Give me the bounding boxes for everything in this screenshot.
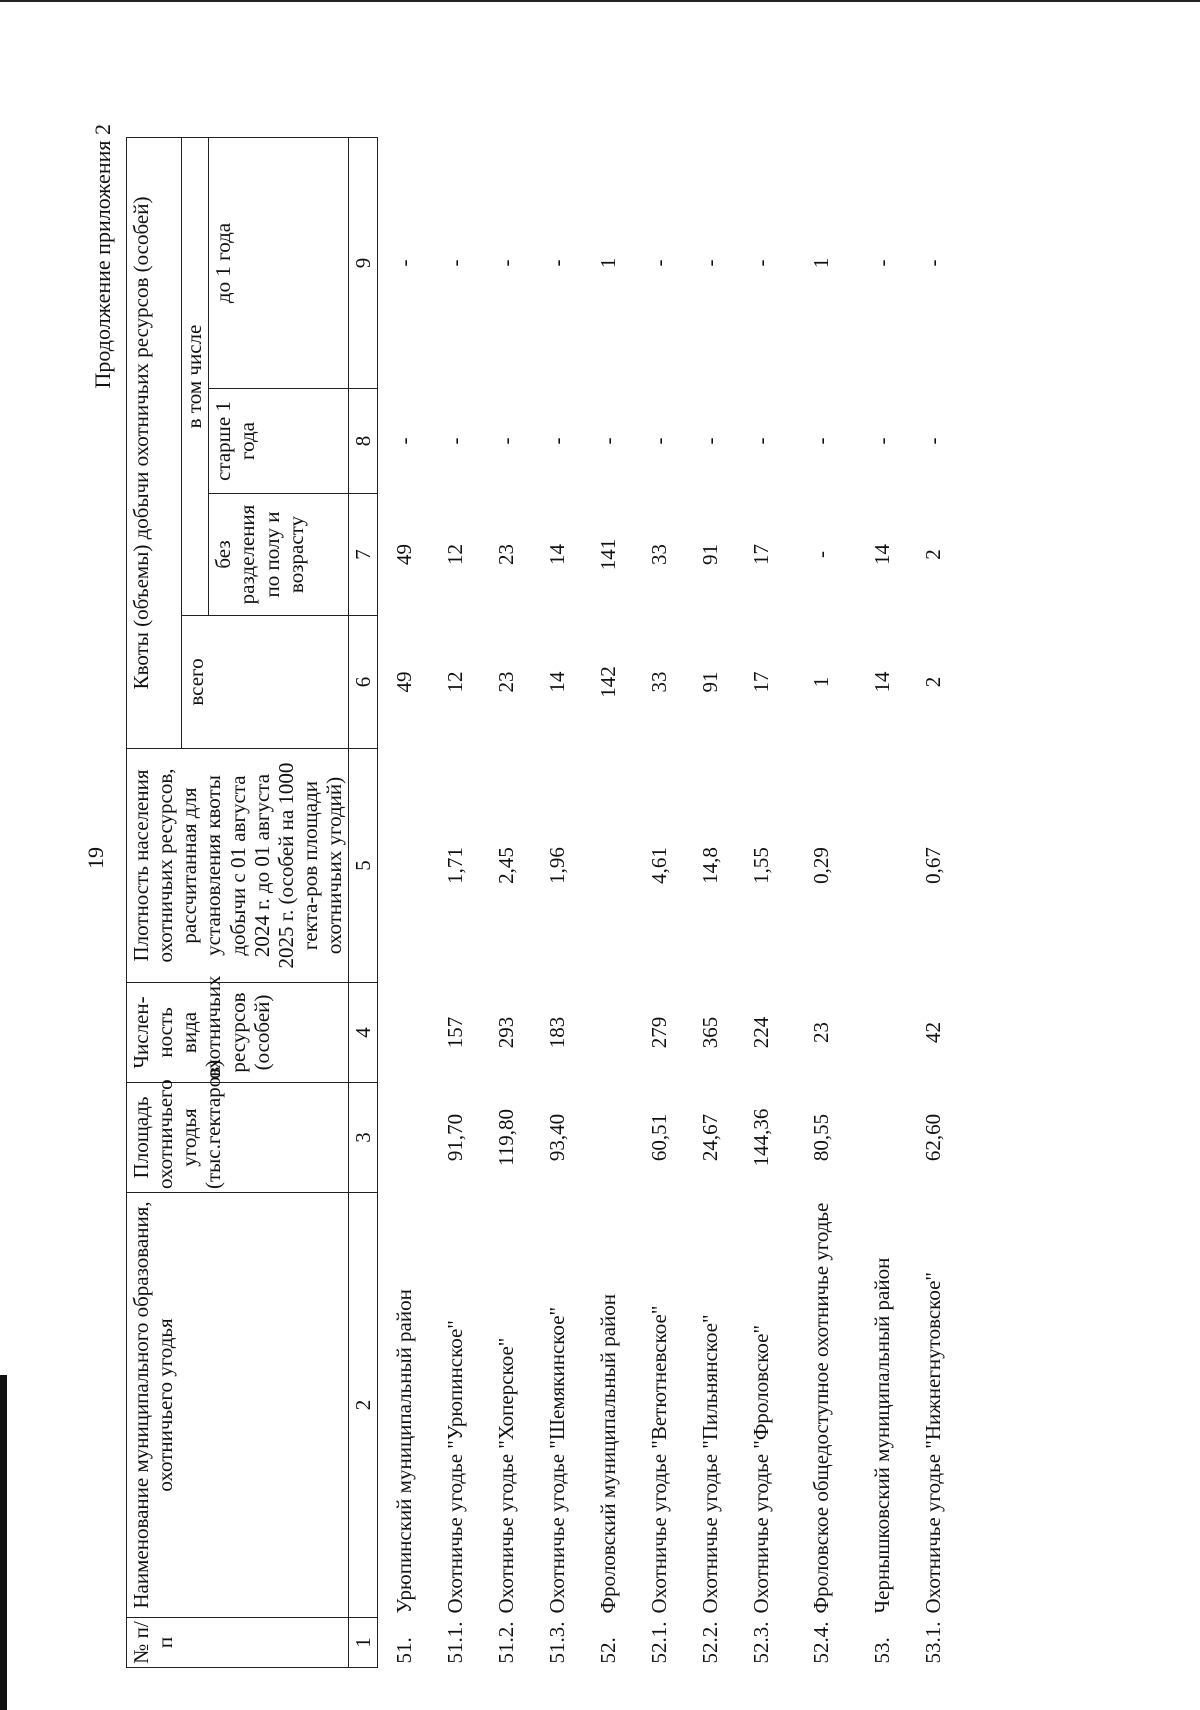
cell-total: 14 <box>869 671 894 693</box>
cell-num: 52.3. <box>748 1621 773 1664</box>
cell-older: - <box>493 437 518 445</box>
col-number: 8 <box>349 389 378 494</box>
cell-count: 293 <box>493 1016 518 1049</box>
cell-area <box>378 1083 430 1193</box>
cell-num: 51. <box>391 1637 416 1664</box>
col-number: 9 <box>349 137 378 388</box>
cell-count: 279 <box>646 1016 671 1049</box>
cell-nosex: 14 <box>869 544 894 565</box>
cell-count <box>378 983 430 1083</box>
col-number: 1 <box>349 1618 378 1668</box>
cell-young: - <box>646 259 671 267</box>
table-row <box>582 137 633 1667</box>
cell-total: 12 <box>442 671 467 693</box>
cell-name: Фроловский муниципальный район <box>595 1293 620 1614</box>
cell-older: - <box>920 437 945 445</box>
col-number: 3 <box>349 1083 378 1193</box>
cell-nosex: 23 <box>493 544 518 565</box>
cell-count: 157 <box>442 1016 467 1049</box>
cell-young: - <box>544 259 569 267</box>
continuation-note: Продолжение приложения 2 <box>90 124 115 389</box>
cell-name: Урюпинский муниципальный район <box>391 1289 416 1614</box>
cell-young: - <box>442 259 467 267</box>
cell-num: 51.2. <box>493 1621 518 1664</box>
cell-nosex: 14 <box>544 544 569 565</box>
cell-name: Охотничье угодье "Ветютневское" <box>646 1305 671 1614</box>
cell-name <box>786 1193 856 1618</box>
cell-nosex: 141 <box>595 538 620 571</box>
cell-older: - <box>697 437 722 445</box>
header-name: Наименование муниципального образования, охотничьего угодья <box>127 1193 349 1618</box>
header-quota-group: Квоты (объемы) добычи охотничьих ресурсов (особей) <box>127 137 182 748</box>
cell-total: 23 <box>493 671 518 693</box>
cell-count <box>856 983 907 1083</box>
cell-nosex: 91 <box>697 544 722 565</box>
cell-older: - <box>809 437 834 445</box>
cell-area: 60,51 <box>646 1113 671 1162</box>
cell-name: Охотничье угодье "Урюпинское" <box>442 1320 467 1614</box>
header-total: всего <box>182 616 349 749</box>
col-number: 5 <box>349 749 378 983</box>
cell-name: Охотничье угодье "Нижнегнутовское" <box>920 1272 945 1614</box>
cell-young: - <box>697 259 722 267</box>
cell-count: 224 <box>748 1016 773 1049</box>
cell-name: Охотничье угодье "Хоперское" <box>493 1337 518 1614</box>
table-row <box>684 137 735 1667</box>
cell-young: - <box>869 259 894 267</box>
table-row <box>786 137 856 1667</box>
cell-young: 1 <box>809 257 834 269</box>
cell-density: 14,8 <box>697 847 722 884</box>
cell-density <box>856 749 907 983</box>
cell-num: 51.1. <box>442 1621 467 1664</box>
cell-young: - <box>920 259 945 267</box>
cell-total: 142 <box>595 666 620 698</box>
cell-area: 93,40 <box>544 1113 569 1162</box>
cell-nosex: - <box>809 551 834 558</box>
cell-young: 1 <box>595 257 620 269</box>
cell-num: 53.1. <box>920 1621 945 1664</box>
cell-young: - <box>391 259 416 267</box>
col-number: 6 <box>349 616 378 749</box>
cell-area: 62,60 <box>920 1113 945 1162</box>
cell-area <box>582 1083 633 1193</box>
cell-nosex: 33 <box>646 544 671 565</box>
header-under-1y: до 1 года <box>209 137 349 388</box>
cell-total: 2 <box>920 676 945 688</box>
cell-nosex: 49 <box>391 544 416 565</box>
table-row <box>907 137 958 1667</box>
cell-name: Охотничье угодье "Шемякинское" <box>544 1306 569 1614</box>
cell-count: 365 <box>697 1016 722 1049</box>
header-num: № п/п <box>127 1618 349 1668</box>
cell-nosex: 2 <box>920 549 945 560</box>
table-row <box>531 137 582 1667</box>
cell-density: 2,45 <box>493 847 518 884</box>
cell-total: 33 <box>646 671 671 693</box>
header-including: в том числе <box>182 137 209 615</box>
cell-density <box>582 749 633 983</box>
col-number: 2 <box>349 1193 378 1618</box>
table-row <box>480 137 531 1667</box>
col-number: 4 <box>349 983 378 1083</box>
cell-total: 1 <box>809 676 834 688</box>
cell-total: 49 <box>391 671 416 693</box>
cell-count: 183 <box>544 1016 569 1049</box>
cell-name: Охотничье угодье "Пильнянское" <box>697 1314 722 1614</box>
quota-table <box>126 137 958 1668</box>
cell-total: 91 <box>697 671 722 693</box>
cell-count: 42 <box>920 1022 945 1043</box>
cell-count <box>582 983 633 1083</box>
cell-older: - <box>391 437 416 445</box>
cell-nosex: 17 <box>748 544 773 565</box>
table-row <box>429 137 480 1667</box>
header-density: Плотность населения охотничьих ресурсов, рассчитанная для установления квоты добычи с 01 августа 2024 г. до 01 августа 2025 г. (особей на 1000 гекта-ров площади охотничьих угодий) <box>127 749 349 983</box>
cell-density: 1,55 <box>748 847 773 884</box>
cell-total: 14 <box>544 671 569 693</box>
cell-older: - <box>748 437 773 445</box>
header-count: Числен-ность вида охотничьих ресурсов (особей) <box>127 983 349 1083</box>
cell-area: 80,55 <box>809 1113 834 1162</box>
cell-name: Чернышковский муниципальный район <box>869 1257 894 1614</box>
cell-area <box>856 1083 907 1193</box>
cell-num: 53. <box>869 1637 894 1664</box>
table-row <box>735 137 786 1667</box>
cell-name-text: Фроловское общедоступное охотничье угодье <box>808 1202 833 1614</box>
table-row <box>378 137 430 1667</box>
cell-older: - <box>442 437 467 445</box>
cell-older: - <box>544 437 569 445</box>
cell-density: 1,96 <box>544 847 569 884</box>
cell-num: 52.1. <box>646 1621 671 1664</box>
cell-num: 51.3. <box>544 1621 569 1664</box>
cell-area: 24,67 <box>697 1113 722 1162</box>
cell-area: 91,70 <box>442 1113 467 1162</box>
cell-young: - <box>493 259 518 267</box>
table-row <box>633 137 684 1667</box>
col-number: 7 <box>349 494 378 616</box>
cell-num: 52.2. <box>697 1621 722 1664</box>
cell-num: 52. <box>595 1637 620 1664</box>
cell-density: 0,29 <box>809 847 834 884</box>
page-number: 19 <box>83 847 108 869</box>
cell-older: - <box>595 437 620 445</box>
cell-nosex: 12 <box>442 544 467 565</box>
cell-density: 0,67 <box>920 847 945 884</box>
table-row <box>856 137 907 1667</box>
cell-older: - <box>869 437 894 445</box>
cell-young: - <box>748 259 773 267</box>
cell-density <box>378 749 430 983</box>
cell-density: 1,71 <box>442 847 467 884</box>
cell-num: 52.4. <box>809 1621 834 1664</box>
header-older-1y: старше 1 года <box>209 389 349 494</box>
cell-total: 17 <box>748 671 773 693</box>
cell-name: Охотничье угодье "Фроловское" <box>748 1324 773 1614</box>
cell-density: 4,61 <box>646 847 671 884</box>
cell-older: - <box>646 437 671 445</box>
cell-area: 119,80 <box>493 1109 518 1166</box>
header-no-sex-age: без разделения по полу и возрасту <box>209 494 349 616</box>
header-area: Площадь охотничьего угодья (тыс.гектаров) <box>127 1083 349 1193</box>
cell-count: 23 <box>809 1022 834 1043</box>
cell-area: 144,36 <box>748 1108 773 1167</box>
